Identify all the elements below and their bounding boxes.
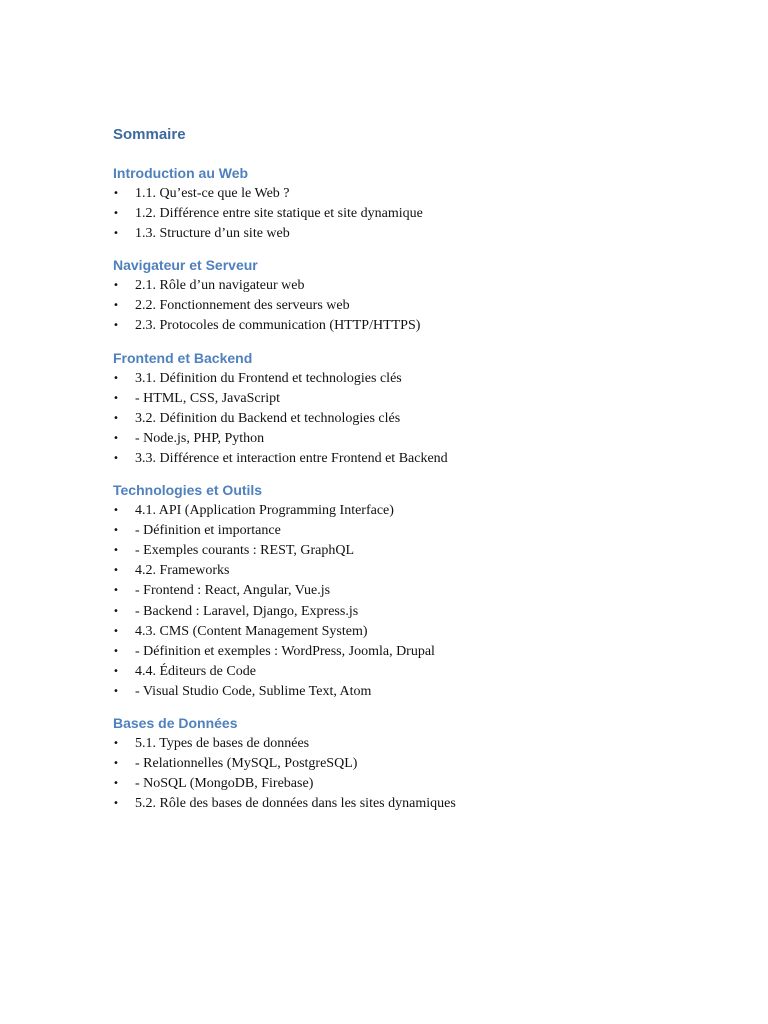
list-item xyxy=(113,276,713,296)
list-item-text: 5.1. Types de bases de données xyxy=(135,735,310,751)
list-item-text: 3.3. Différence et interaction entre Frontend et Backend xyxy=(135,450,448,466)
bullet-icon: • xyxy=(113,545,119,557)
list-item xyxy=(113,184,713,204)
toc-section xyxy=(113,712,713,814)
section-item-list xyxy=(113,369,713,469)
bullet-icon: • xyxy=(113,737,119,749)
bullet-icon: • xyxy=(113,280,119,292)
list-item xyxy=(113,581,713,601)
bullet-icon: • xyxy=(113,645,119,657)
list-item xyxy=(113,754,713,774)
list-item xyxy=(113,429,713,449)
list-item xyxy=(113,296,713,316)
toc-section xyxy=(113,254,713,336)
list-item xyxy=(113,224,713,244)
section-item-list xyxy=(113,734,713,814)
list-item xyxy=(113,561,713,581)
bullet-icon: • xyxy=(113,392,119,404)
section-item-list xyxy=(113,184,713,244)
bullet-icon: • xyxy=(113,432,119,444)
section-heading: Technologies et Outils xyxy=(113,482,263,499)
section-heading: Frontend et Backend xyxy=(113,349,253,366)
bullet-icon: • xyxy=(113,320,119,332)
page-title: Sommaire xyxy=(113,126,186,143)
list-item-text: 4.2. Frameworks xyxy=(135,563,230,579)
list-item-text: 1.3. Structure d’un site web xyxy=(135,226,290,242)
table-of-contents xyxy=(113,124,713,814)
toc-section xyxy=(113,162,713,244)
bullet-icon: • xyxy=(113,778,119,790)
list-item xyxy=(113,541,713,561)
list-item xyxy=(113,794,713,814)
bullet-icon: • xyxy=(113,625,119,637)
list-item-text: - Relationnelles (MySQL, PostgreSQL) xyxy=(135,756,358,772)
list-item-text: 1.2. Différence entre site statique et site dynamique xyxy=(135,206,423,222)
list-item-text: - Backend : Laravel, Django, Express.js xyxy=(135,603,359,619)
section-heading: Introduction au Web xyxy=(113,165,249,181)
bullet-icon: • xyxy=(113,505,119,517)
list-item xyxy=(113,622,713,642)
list-item-text: - HTML, CSS, JavaScript xyxy=(135,390,281,406)
list-item xyxy=(113,774,713,794)
list-item-text: 2.3. Protocoles de communication (HTTP/HTTPS) xyxy=(135,318,421,334)
section-item-list xyxy=(113,276,713,336)
list-item xyxy=(113,449,713,469)
toc-sections xyxy=(113,162,713,814)
list-item xyxy=(113,369,713,389)
list-item xyxy=(113,602,713,622)
list-item xyxy=(113,501,713,521)
list-item xyxy=(113,316,713,336)
bullet-icon: • xyxy=(113,565,119,577)
list-item xyxy=(113,409,713,429)
bullet-icon: • xyxy=(113,228,119,240)
list-item xyxy=(113,662,713,682)
list-item xyxy=(113,642,713,662)
bullet-icon: • xyxy=(113,188,119,199)
list-item xyxy=(113,389,713,409)
list-item-text: 2.2. Fonctionnement des serveurs web xyxy=(135,298,350,314)
list-item-text: - Définition et importance xyxy=(135,523,281,539)
bullet-icon: • xyxy=(113,685,119,697)
list-item-text: 4.4. Éditeurs de Code xyxy=(135,663,256,679)
bullet-icon: • xyxy=(113,452,119,464)
bullet-icon: • xyxy=(113,665,119,677)
list-item-text: 4.1. API (Application Programming Interface) xyxy=(135,503,394,519)
section-item-list xyxy=(113,501,713,702)
list-item-text: 4.3. CMS (Content Management System) xyxy=(135,623,368,639)
list-item-text: 3.1. Définition du Frontend et technologies clés xyxy=(135,370,402,386)
bullet-icon: • xyxy=(113,585,119,597)
list-item-text: - Définition et exemples : WordPress, Joomla, Drupal xyxy=(135,643,435,659)
list-item-text: - Frontend : React, Angular, Vue.js xyxy=(135,583,331,599)
list-item-text: 3.2. Définition du Backend et technologies clés xyxy=(135,410,401,426)
bullet-icon: • xyxy=(113,605,119,617)
toc-section xyxy=(113,479,713,702)
list-item xyxy=(113,521,713,541)
bullet-icon: • xyxy=(113,412,119,424)
list-item-text: - Visual Studio Code, Sublime Text, Atom xyxy=(135,683,372,699)
list-item xyxy=(113,204,713,224)
list-item-text: - Node.js, PHP, Python xyxy=(135,430,265,446)
bullet-icon: • xyxy=(113,525,119,537)
list-item-text: 5.2. Rôle des bases de données dans les sites dynamiques xyxy=(135,796,456,812)
list-item-text: - NoSQL (MongoDB, Firebase) xyxy=(135,776,314,792)
list-item xyxy=(113,734,713,754)
bullet-icon: • xyxy=(113,300,119,312)
list-item-text: 1.1. Qu’est-ce que le Web ? xyxy=(135,186,290,201)
list-item xyxy=(113,682,713,702)
bullet-icon: • xyxy=(113,798,119,810)
bullet-icon: • xyxy=(113,372,119,384)
section-heading: Navigateur et Serveur xyxy=(113,257,258,274)
bullet-icon: • xyxy=(113,758,119,770)
list-item-text: - Exemples courants : REST, GraphQL xyxy=(135,543,355,559)
section-heading: Bases de Données xyxy=(113,714,238,731)
toc-section xyxy=(113,347,713,469)
list-item-text: 2.1. Rôle d’un navigateur web xyxy=(135,278,305,294)
bullet-icon: • xyxy=(113,208,119,220)
